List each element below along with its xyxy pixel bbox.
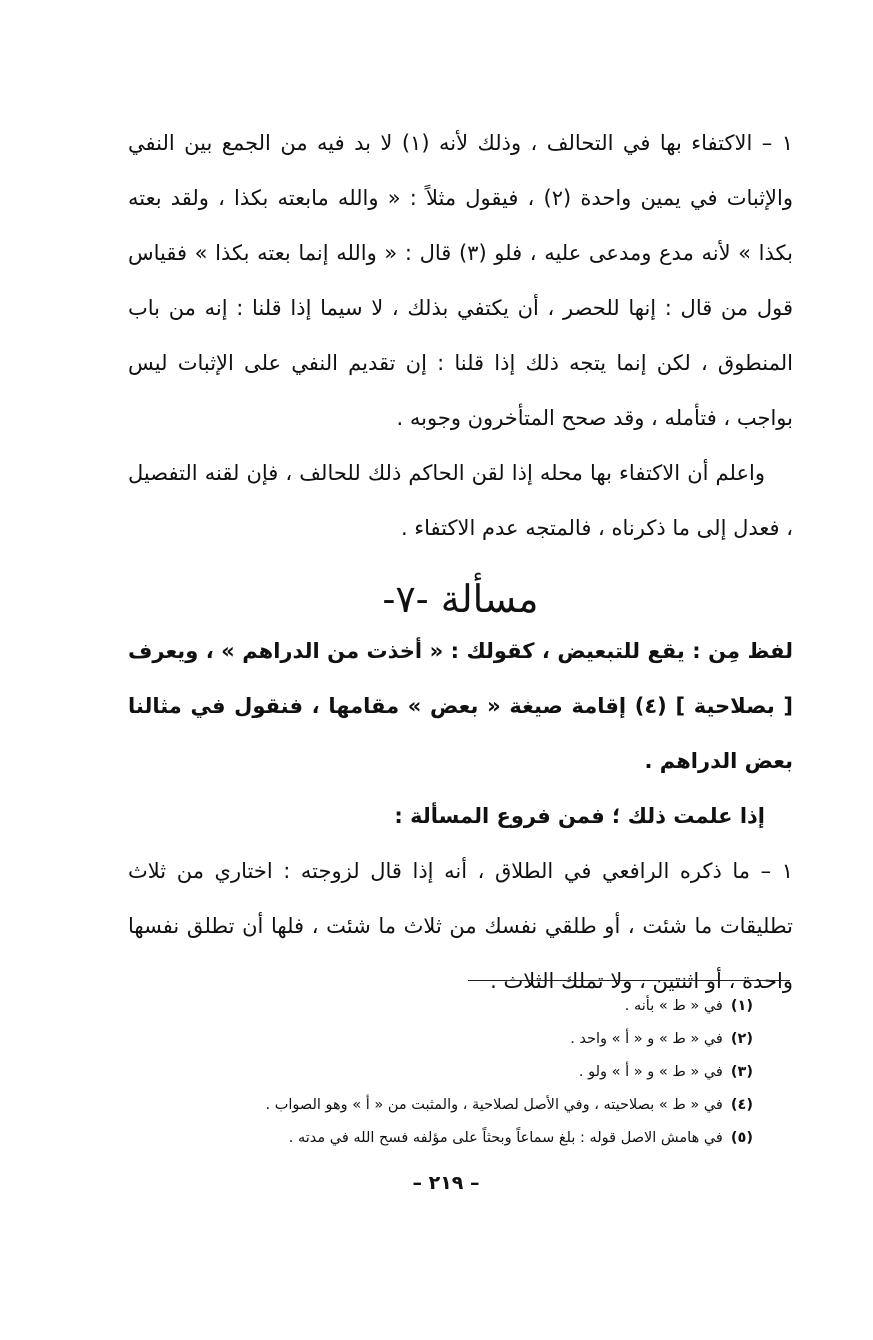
- paragraph-furu-heading: إذا علمت ذلك ؛ فمن فروع المسألة :: [394, 804, 765, 828]
- footnote-item: [128, 1023, 753, 1056]
- footnote-item: [128, 1056, 753, 1089]
- footnote-text: في « ط » بأنه .: [624, 998, 723, 1014]
- paragraph-rafii-talaq: ١ – ما ذكره الرافعي في الطلاق ، أنه إذا قال لزوجته : اختاري من ثلاث تطليقات ما شئت ، أو طلقي نفسك من ثلاث ما شئت ، فلها أن تطلق نفسها واحدة ، أو اثنتين ، ولا تملك الثلاث .: [128, 859, 793, 993]
- paragraph-talqin: واعلم أن الاكتفاء بها محله إذا لقن الحاكم ذلك للحالف ، فإن لقنه التفصيل ، فعدل إلى ما ذكرناه ، فالمتجه عدم الاكتفاء .: [128, 461, 793, 540]
- footnote-item: [128, 1122, 753, 1155]
- footnote-number: (٣): [730, 1064, 753, 1080]
- footnote-number: (٥): [730, 1130, 753, 1146]
- footnote-text: في « ط » و « أ » ولو .: [578, 1064, 723, 1080]
- footnotes: [128, 990, 753, 1155]
- footnote-item: [128, 1089, 753, 1122]
- footnote-number: (١): [730, 998, 753, 1014]
- footnote-item: [128, 990, 753, 1023]
- paragraph-lafz-min: لفظ مِن : يقع للتبعيض ، كقولك : « أخذت من الدراهم » ، ويعرف [ بصلاحية ] (٤) إقامة صيغة « بعض » مقامها ، فنقول في مثالنا بعض الدراهم .: [128, 639, 793, 773]
- footnote-number: (٤): [730, 1097, 753, 1113]
- paragraph-tahaluf: ١ – الاكتفاء بها في التحالف ، وذلك لأنه (١) لا بد فيه من الجمع بين النفي والإثبات في يمين واحدة (٢) ، فيقول مثلاً : « والله مابعته بكذا ، ولقد بعته بكذا » لأنه مدع ومدعى عليه ، فلو (٣) قال : « والله إنما بعته بكذا » فقياس قول من قال : إنها للحصر ، أن يكتفي بذلك ، لا سيما إذا قلنا : إنه من باب المنطوق ، لكن إنما يتجه ذلك إذا قلنا : إن تقديم النفي على الإثبات ليس بواجب ، فتأمله ، وقد صحح المتأخرون وجوبه .: [128, 131, 793, 430]
- section-1-text: [128, 116, 793, 556]
- footnote-number: (٢): [730, 1031, 753, 1047]
- masala-heading: مسألة -٧-: [382, 577, 539, 621]
- footnote-divider: [468, 980, 790, 981]
- section-2-text: [128, 624, 793, 1009]
- page-number: – ٢١٩ –: [412, 1172, 480, 1194]
- footnote-text: في « ط » بصلاحيته ، وفي الأصل لصلاحية ، والمثبت من « أ » وهو الصواب .: [265, 1097, 723, 1113]
- footnote-text: في هامش الاصل قوله : بلغ سماعاً وبحثاً على مؤلفه فسح الله في مدته .: [288, 1130, 723, 1146]
- footnote-text: في « ط » و « أ » واحد .: [570, 1031, 723, 1047]
